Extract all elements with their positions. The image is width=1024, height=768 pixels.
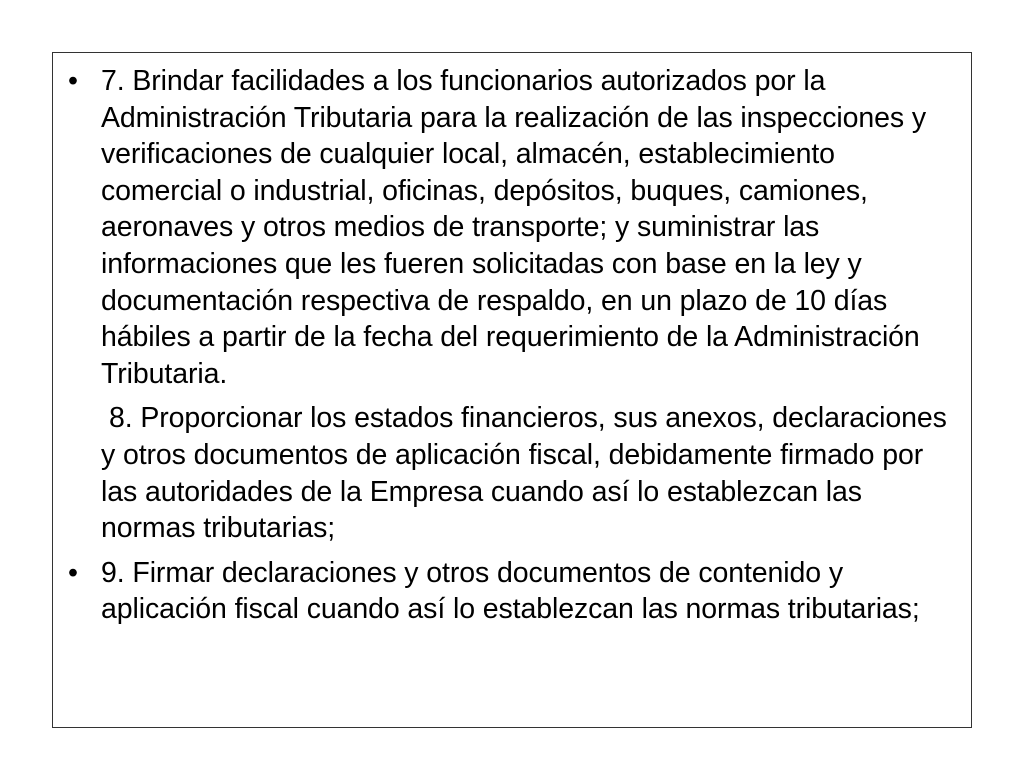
list-item-7	[53, 63, 971, 392]
item-text-9: 9. Firmar declaraciones y otros documentos de contenido y aplicación fiscal cuando así lo establezcan las normas tributarias;	[101, 556, 920, 626]
slide-frame	[52, 52, 972, 728]
list-item-9	[53, 555, 971, 628]
bullet-marker: •	[68, 65, 78, 97]
bullet-marker: •	[68, 556, 78, 589]
list-item-8	[53, 400, 971, 546]
item-text-8-content: 8. Proporcionar los estados financieros, sus anexos, declaraciones y otros documentos de aplicación fiscal, debidamente firmado por las autoridades de la Empresa cuando así lo establezcan las normas tributarias;	[101, 402, 947, 545]
item-text-8	[101, 400, 957, 546]
bullet-list	[53, 63, 971, 628]
item-text-7: 7. Brindar facilidades a los funcionarios autorizados por la Administración Tributaria para la realización de las inspecciones y verificaciones de cualquier local, almacén, establecimiento comercial o industrial, oficinas, depósitos, buques, camiones, aeronaves y otros medios de transporte; y suministrar las informaciones que les fueren solicitadas con base en la ley y documentación respectiva de respaldo, en un plazo de 10 días hábiles a partir de la fecha del requerimiento de la Administración Tributaria.	[101, 65, 926, 390]
